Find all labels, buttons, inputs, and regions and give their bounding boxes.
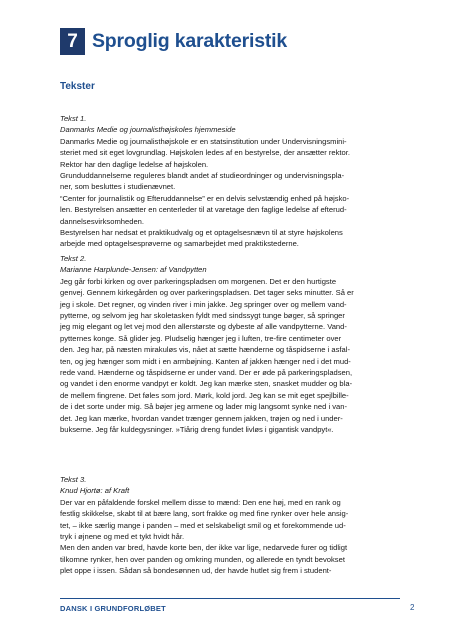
text-line: Rektor har den daglige ledelse af højskolen. xyxy=(60,159,209,169)
text-line: pytternes konge. Så glider jeg. Pludselig hænger jeg i luften, tre-fire centimeter over xyxy=(60,333,342,343)
text-line: rede vand. Hænderne og tåspidserne er under vand. Der er øde på parkeringspladsen, xyxy=(60,368,353,378)
text-line: Der var en påfaldende forskel mellem disse to mænd: Den ene høj, med en rank og xyxy=(60,497,341,507)
text-line: festlig skikkelse, skabt til at bære lang, sort frakke og med fine rynker over hele ansig- xyxy=(60,509,349,519)
chapter-number: 7 xyxy=(60,28,85,55)
text-line: Danmarks Medie og journalisthøjskole er en statsinstitution under Undervisningsmini- xyxy=(60,136,347,146)
text-source: Marianne Harplunde-Jensen: af Vandpytten xyxy=(60,265,207,275)
text-line: dannelsesvirksomheden. xyxy=(60,216,145,226)
chapter-header xyxy=(60,28,287,55)
text-line: og vandet i den enorme vandpyt er koldt. Jeg kan mærke sten, snasket mudder og bla- xyxy=(60,379,353,389)
text-line: jeg mig elegant og let vej mod den allerstørste og dybeste af alle vandpytterne. Vand- xyxy=(60,322,347,332)
text-line: jeg i skole. Det regner, og vinden river i min jakke. Jeg springer over og mellem vand- xyxy=(60,299,347,309)
text-line: Men den anden var bred, havde korte ben, der ikke var lige, nedarvede furer og tidligt xyxy=(60,543,348,553)
text-block-3 xyxy=(60,474,400,577)
page-number: 2 xyxy=(410,603,415,612)
text-line: Bestyrelsen har nedsat et praktikudvalg og et optagelsesnævn til at styre højskolens xyxy=(60,228,343,238)
text-line: genvej. Gennem kirkegården og over parkeringspladsen. Det tager seks minutter. Så er xyxy=(60,288,354,298)
chapter-title: Sproglig karakteristik xyxy=(92,30,288,52)
text-line: “Center for journalistik og Efteruddannelse” er en delvis selvstændig enhed på højsko- xyxy=(60,193,350,203)
text-label: Tekst 3. xyxy=(60,475,87,484)
text-line: plet oppe i issen. Sådan så bondesønnen ud, der havde hutlet sig frem i student- xyxy=(60,566,332,576)
text-line: tryk i øjnene og med et tykt hvidt hår. xyxy=(60,532,185,542)
text-line: tilkomne rynker, hen over panden og omkring munden, og allerede en tyndt bevokset xyxy=(60,554,345,564)
text-line: ner, som besluttes i studienævnet. xyxy=(60,182,176,192)
text-source: Danmarks Medie og journalisthøjskoles hjemmeside xyxy=(60,125,236,135)
text-line: ten, og jeg hænger som midt i en armbøjning. Kanten af jakken hænger ned i det mud- xyxy=(60,356,351,366)
text-line: de mellem fingrene. Det føles som jord. Mørk, kold jord. Jeg kan se mit eget spejlbille- xyxy=(60,390,349,400)
text-block-2 xyxy=(60,253,400,436)
text-line: steriet med sit eget lovgrundlag. Højskolen ledes af en bestyrelse, der ansætter rektor. xyxy=(60,148,350,158)
text-line: det. Jeg kan mærke, hvordan vandet trænger gennem jakken, trøjen og ned i under- xyxy=(60,413,343,423)
text-block-1 xyxy=(60,113,400,250)
text-line: pytterne, og selvom jeg har skoletasken fyldt med sindssygt tunge bøger, så springer xyxy=(60,311,345,321)
text-source: Knud Hjortø: af Kraft xyxy=(60,486,130,496)
text-line: arbejde med optagelsesprøverne og samarbejdet med praktikstederne. xyxy=(60,239,299,249)
text-line: de i det sorte under mig. Så bøjer jeg armene og lader mig langsomt synke ned i van- xyxy=(60,402,348,412)
text-line: len. Bestyrelsen ansætter en centerleder til at varetage den faglige ledelse af efterud- xyxy=(60,205,347,215)
text-line: tet, – ikke særlig mange i panden – med et selskabeligt smil og et forekommende ud- xyxy=(60,520,346,530)
text-line: bukserne. Jeg får kuldegysninger. »Tiårig dreng fundet livløs i gigantisk vandpyt«. xyxy=(60,425,334,435)
section-heading: Tekster xyxy=(60,81,95,92)
text-label: Tekst 1. xyxy=(60,114,87,123)
text-line: den. Jeg har, på næsten mirakuløs vis, nået at sætte hænderne og tåspidserne i asfal- xyxy=(60,345,350,355)
footer-label: DANSK I GRUNDFORLØBET xyxy=(60,604,166,613)
text-line: Grunduddannelserne reguleres blandt andet af studieordninger og undervisningspla- xyxy=(60,171,345,181)
text-label: Tekst 2. xyxy=(60,254,87,263)
text-line: Jeg går forbi kirken og over parkeringspladsen om morgenen. Det er den hurtigste xyxy=(60,276,337,286)
footer-divider xyxy=(60,598,400,599)
